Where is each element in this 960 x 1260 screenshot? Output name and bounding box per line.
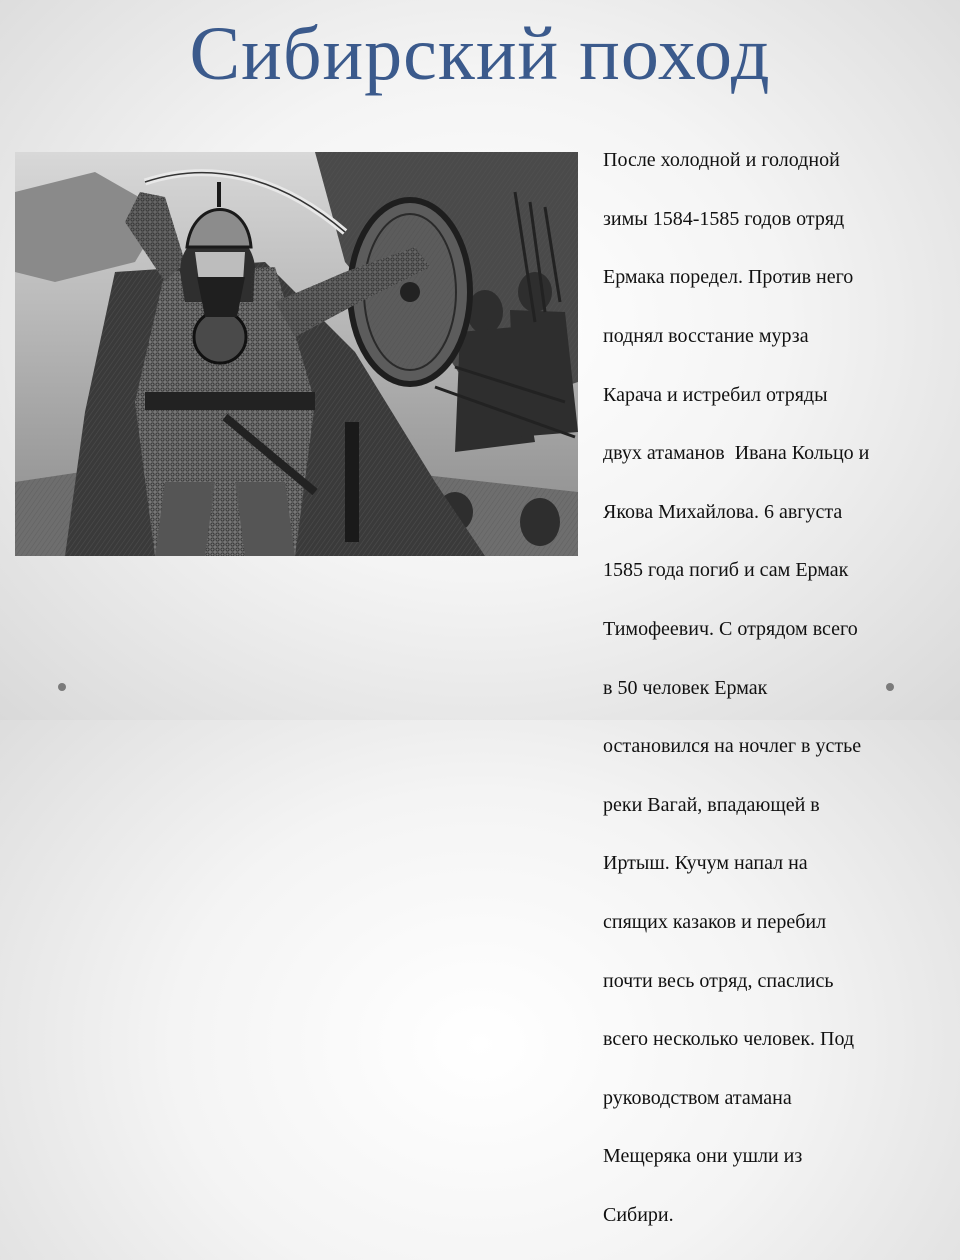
decor-dot-right xyxy=(886,683,894,691)
engraving-illustration xyxy=(15,152,578,556)
body-line: почти весь отряд, спаслись xyxy=(603,969,834,992)
decor-dot-left xyxy=(58,683,66,691)
slide-body-text xyxy=(603,117,933,1260)
body-line: Тимофеевич. С отрядом всего xyxy=(603,618,858,641)
body-line: руководством атамана xyxy=(603,1086,792,1109)
slide-title: Сибирский поход xyxy=(189,12,771,96)
body-line: Мещеряка они ушли из xyxy=(603,1145,803,1168)
body-line: поднял восстание мурза xyxy=(603,325,809,348)
body-line: Сибири. xyxy=(603,1203,674,1226)
body-line: реки Вагай, впадающей в xyxy=(603,793,820,816)
body-line: После холодной и голодной xyxy=(603,149,840,172)
body-line: в 50 человек Ермак xyxy=(603,676,768,699)
body-line: всего несколько человек. Под xyxy=(603,1028,855,1051)
body-line: зимы 1584-1585 годов отряд xyxy=(603,207,845,230)
body-line: Иртыш. Кучум напал на xyxy=(603,852,808,875)
body-line: Ермака поредел. Против него xyxy=(603,266,854,289)
body-line: спящих казаков и перебил xyxy=(603,911,827,934)
body-line: 1585 года погиб и сам Ермак xyxy=(603,559,849,582)
body-line: двух атаманов Ивана Кольцо и xyxy=(603,442,870,465)
body-line: остановился на ночлег в устье xyxy=(603,735,862,758)
body-line: Якова Михайлова. 6 августа xyxy=(603,500,843,523)
body-line: Карача и истребил отряды xyxy=(603,383,828,406)
